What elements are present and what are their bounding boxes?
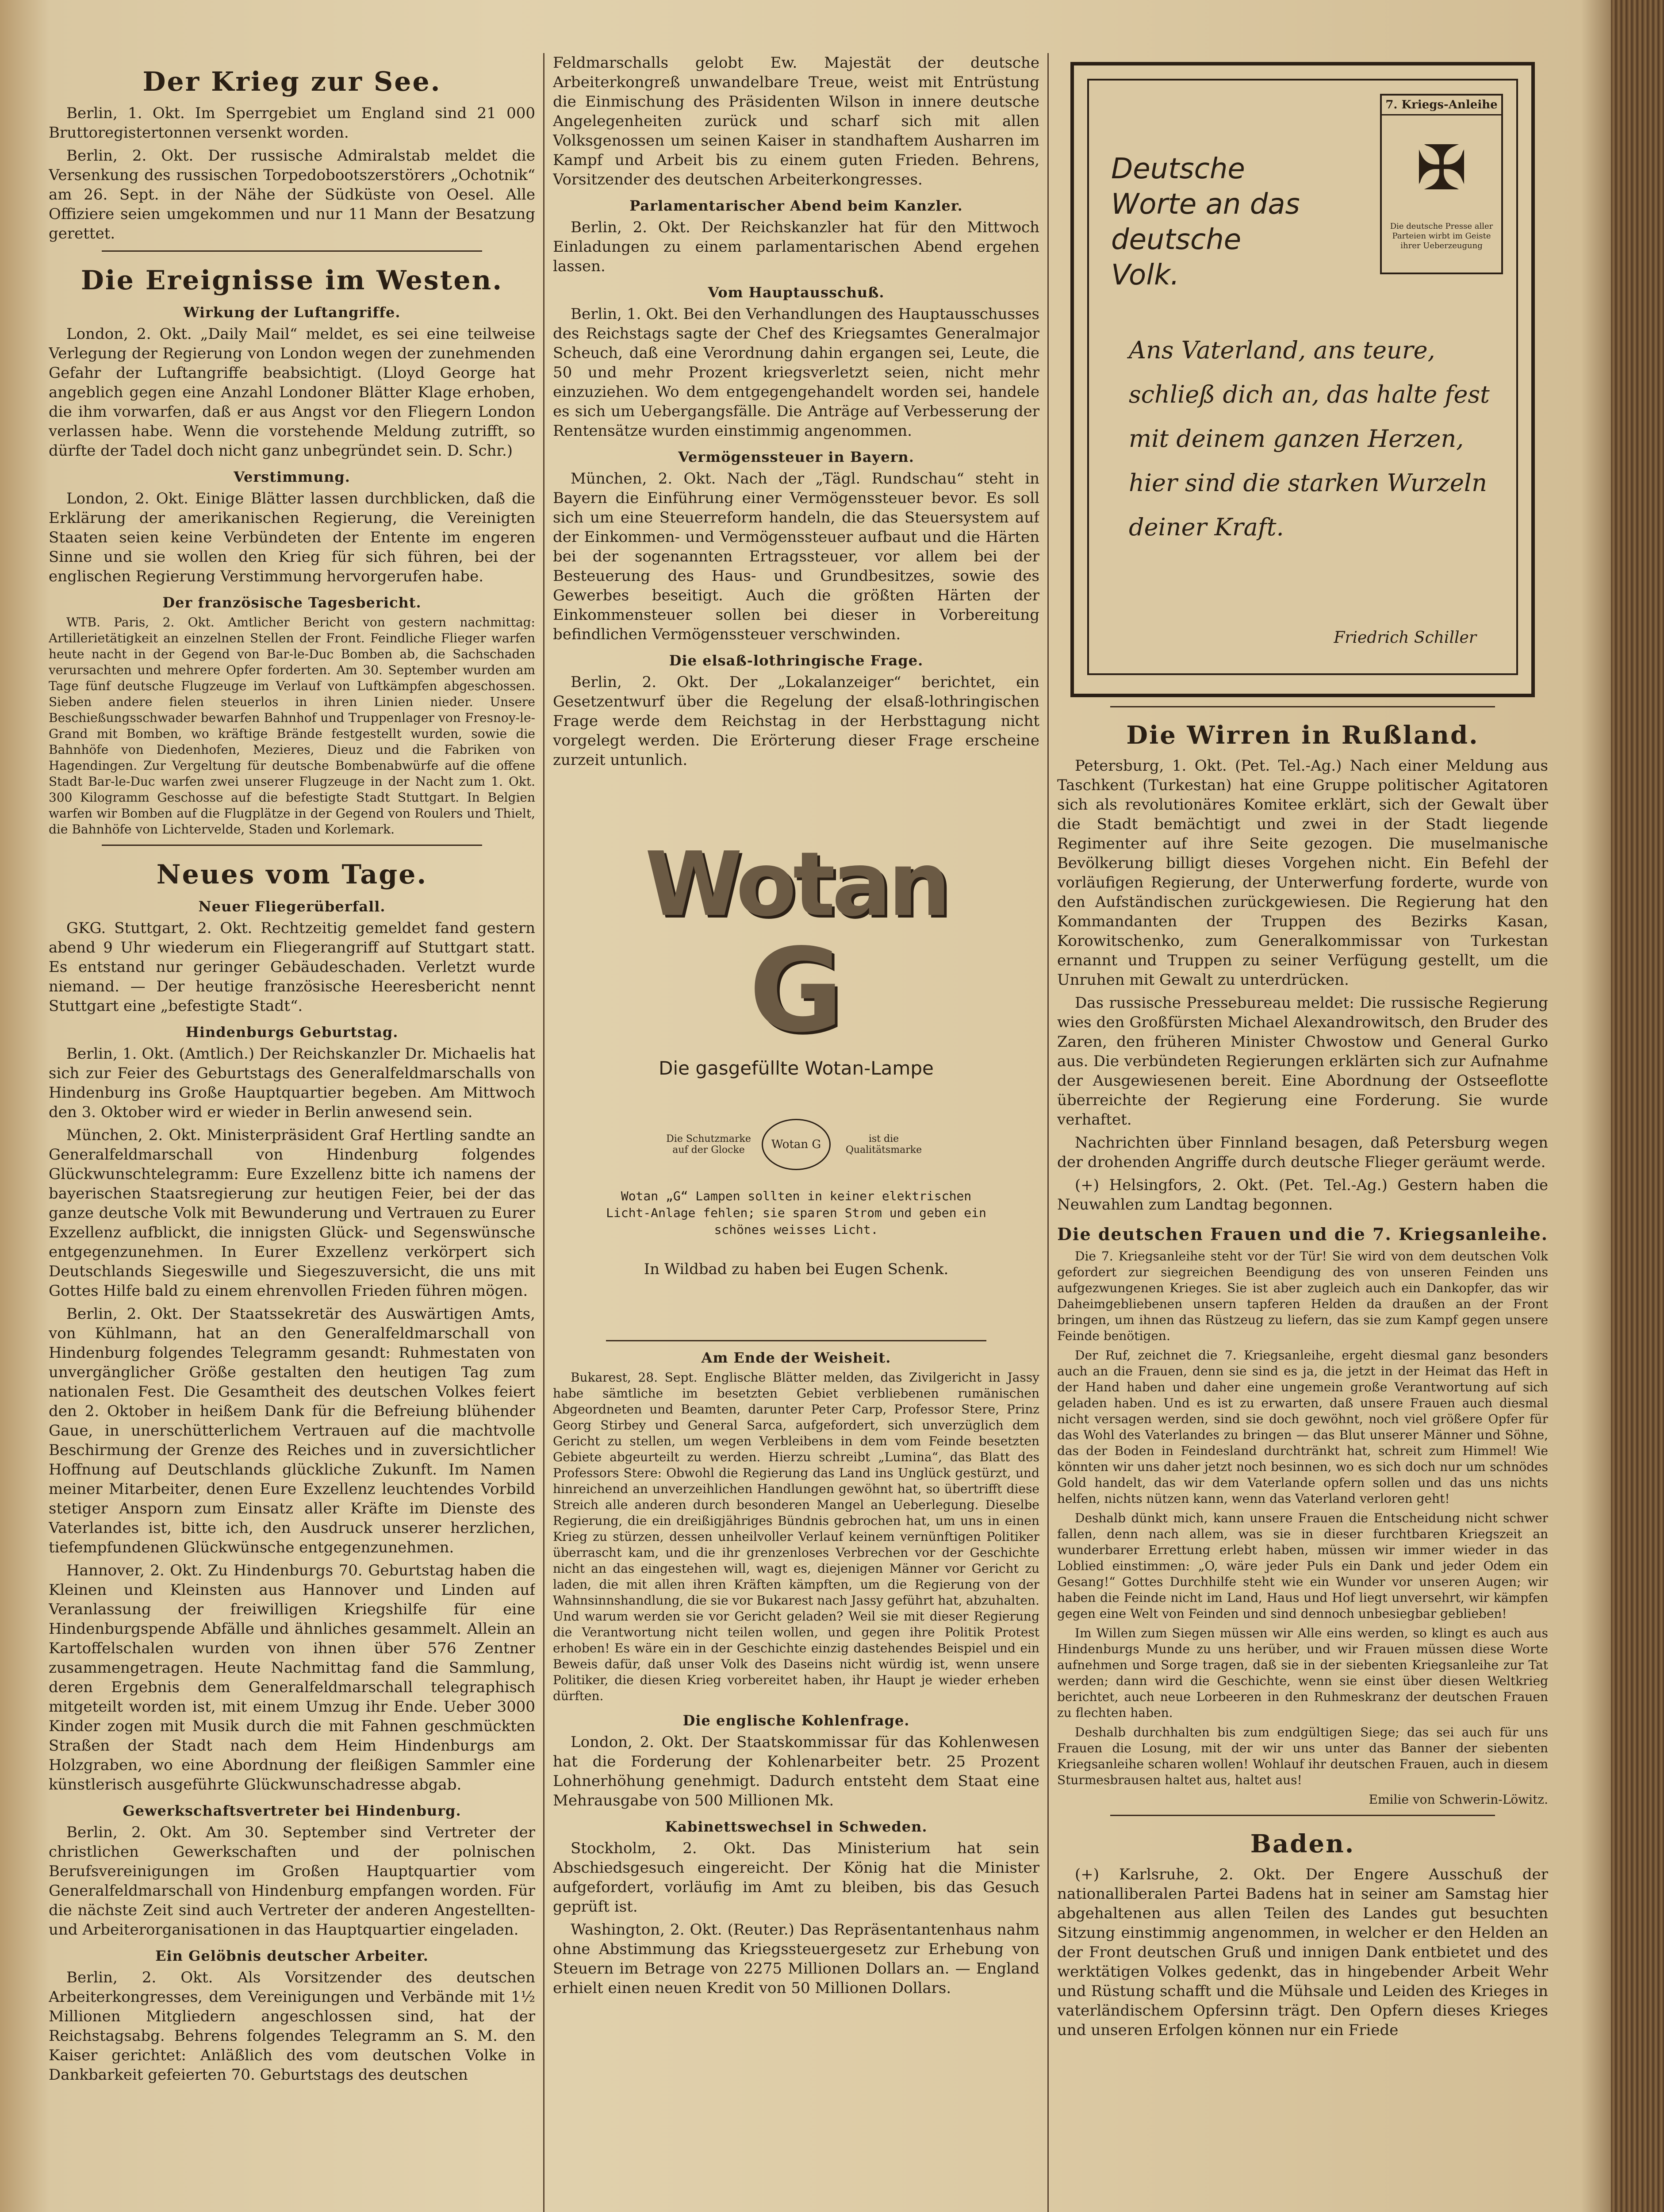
subheading: Die englische Kohlenfrage. <box>682 1712 910 1729</box>
ad-signature: Friedrich Schiller <box>1334 629 1476 647</box>
book-binding-edge <box>1611 0 1664 2212</box>
wotan-g-logo: G <box>749 924 844 1058</box>
subheading: Parlamentarischer Abend beim Kanzler. <box>629 197 963 214</box>
subheading: Der französische Tagesbericht. <box>162 594 422 611</box>
badge-icon: ✠ <box>1415 132 1468 204</box>
article-paragraph: Berlin, 1. Okt. Bei den Verhandlungen des Hauptausschusses des Reichstags sagte der Chef des Kriegsamtes Generalmajor Scheuch, daß eine Verordnung dahin ergangen sei, Leute, die 50 und mehr Prozent kriegsverletzt seien, nicht mehr einzuziehen. Wo dem entgegengehandelt worden sei, handele es sich um Uebergangsfälle. Die Anträge auf Verbesserung der Rentensätze wurden einstimmig angenommen. <box>553 305 1039 440</box>
kriegsanleihe-advertisement <box>1070 62 1535 697</box>
divider <box>1110 706 1495 707</box>
subheading: Ein Gelöbnis deutscher Arbeiter. <box>155 1947 429 1964</box>
ad-frame <box>1087 79 1518 675</box>
article-paragraph: London, 2. Okt. „Daily Mail“ meldet, es sei eine teilweise Verlegung der Regierung von London wegen der zunehmenden Gefahr der Luftangriffe beabsichtigt. (Lloyd George hat angeblich gegen eine Anzahl Londoner Blätter Klage erhoben, die ihm vorwarfen, daß er aus Angst vor den Fliegern London verlassen habe. Wenn die vorstehende Meldung zutrifft, so dürfte der Tadel doch nicht ganz unbegründet sein. D. Schr.) <box>49 325 535 460</box>
trademark-right: ist die Qualitätsmarke <box>845 1133 922 1156</box>
column-rule <box>1047 53 1049 2212</box>
column-rule <box>543 53 544 2212</box>
article-paragraph: Im Willen zum Siegen müssen wir Alle eins werden, so klingt es auch aus Hindenburgs Munde zu uns herüber, und wir Frauen müssen diese Worte aufnehmen und Sorge tragen, daß sie in der siebenten Kriegsanleihe zur Tat werden; dann wird die Geschichte, wenn sie einst über diesen Weltkrieg berichtet, auch neue Lorbeeren in den Ruhmeskranz der deutschen Frauen zu flechten haben. <box>1057 1626 1548 1720</box>
ad-title: Deutsche Worte an das deutsche Volk. <box>1111 153 1300 292</box>
article-paragraph: Deshalb durchhalten bis zum endgültigen Siege; das sei auch für uns Frauen die Losung, mit der wir uns unter das Banner der siebenten Kriegsanleihe scharen wollen! Wohlauf ihr deutschen Frauen, auch in diesem Sturmesbrausen haltet aus, haltet aus! <box>1057 1725 1548 1787</box>
badge-title: 7. Kriegs-Anleihe <box>1382 96 1501 115</box>
headline-westen: Die Ereignisse im Westen. <box>81 265 503 296</box>
subheading: Hindenburgs Geburtstag. <box>185 1024 399 1041</box>
subheading: Am Ende der Weisheit. <box>701 1349 891 1366</box>
subheading: Kabinettswechsel in Schweden. <box>665 1818 928 1835</box>
subheading: Die elsaß-lothringische Frage. <box>669 652 924 669</box>
headline-neues-vom-tage: Neues vom Tage. <box>156 859 428 890</box>
article-paragraph: Petersburg, 1. Okt. (Pet. Tel.-Ag.) Nach einer Meldung aus Taschkent (Turkestan) hat eine Gruppe politischer Agitatoren sich als revolutionäres Komitee erklärt, sich der Gewalt über die Stadt bemächtigt und zwei in der Stadt liegende Regimenter auf ihre Seite gezogen. Die muselmanische Bevölkerung billigt dieses Vorgehen nicht. Ein Befehl der vorläufigen Regierung, der Unterwerfung forderte, wurde von den Aufständischen zurückgewiesen. Die Regierung hat den Kommandanten der Truppen des Bezirks Kasan, Korowitschenko, zum Generalkommissar von Turkestan ernannt und Truppen zu seiner Verfügung gestellt, um die Unruhen mit Gewalt zu unterdrücken. <box>1057 757 1548 989</box>
divider <box>606 1340 986 1341</box>
headline-krieg-zur-see: Der Krieg zur See. <box>142 66 441 97</box>
article-paragraph: Berlin, 1. Okt. Im Sperrgebiet um England sind 21 000 Bruttoregistertonnen versenkt worden. <box>49 104 535 142</box>
article-paragraph: München, 2. Okt. Ministerpräsident Graf Hertling sandte an Generalfeldmarschall von Hindenburg folgendes Glückwunschtelegramm: Eure Exzellenz bitte ich namens der bayerischen Staatsregierung zur heutigen Feier, bei der das ganze deutsche Volk mit Bewunderung und Vertrauen zu Eurer Exzellenz aufblickt, die innigsten Glück- und Segenswünsche entgegenzunehmen. In Eurer Exzellenz verkörpert sich Deutschlands Siegeswille und Siegeszuversicht, die uns mit Gottes Hilfe bald zu einem ehrenvollen Frieden führen mögen. <box>49 1126 535 1300</box>
column-right <box>1057 53 1548 2043</box>
badge-caption: Die deutsche Presse aller Parteien wirbt im Geiste ihrer Ueberzeugung <box>1390 222 1493 250</box>
column-middle <box>553 53 1039 2001</box>
article-paragraph: Nachrichten über Finnland besagen, daß Petersburg wegen der drohenden Angriffe durch deutsche Flieger geräumt werde. <box>1057 1134 1548 1171</box>
article-paragraph: Deshalb dünkt mich, kann unsere Frauen die Entscheidung nicht schwer fallen, denn nach allem, was sie in dieser furchtbaren Kriegszeit an wunderbarer Errettung erlebt haben, müssen wir immer wieder in das Loblied einstimmen: „O, wäre jeder Puls ein Dank und jeder Odem ein Gesang!“ Gottes Durchhilfe steht wie ein Wunder vor unseren Augen; wir haben die Feinde nicht im Land, Haus und Hof liegt unversehrt, wir kämpfen gegen eine Welt von Feinden und sind dennoch unbesiegbar geblieben! <box>1057 1511 1548 1621</box>
ad-subtitle: Die gasgefüllte Wotan-Lampe <box>659 1057 934 1079</box>
wotan-advertisement <box>597 833 995 1278</box>
article-paragraph: Feldmarschalls gelobt Ew. Majestät der deutsche Arbeiterkongreß unwandelbare Treue, weist mit Entrüstung die Einmischung des Präsidenten Wilson in innere deutsche Angelegenheiten zurück und scharf sich mit allen Volksgenossen um seinen Kaiser in standhaftem Ausharren im Kampf und Arbeit bis zu einem guten Frieden. Behrens, Vorsitzender des deutschen Arbeiterkongresses. <box>553 54 1039 188</box>
article-paragraph: Berlin, 2. Okt. Der russische Admiralstab meldet die Versenkung des russischen Torpedobootszerstörers „Ochotnik“ am 26. Sept. in der Nähe der Südküste von Oesel. Alle Offiziere seien umgekommen und nur 11 Mann der Besatzung gerettet. <box>49 147 535 242</box>
headline-frauen: Die deutschen Frauen und die 7. Kriegsanleihe. <box>1057 1224 1548 1244</box>
subheading: Wirkung der Luftangriffe. <box>183 304 401 321</box>
article-paragraph: London, 2. Okt. Einige Blätter lassen durchblicken, daß die Erklärung der amerikanischen Regierung, die Vereinigten Staaten seien keine Verbündeten der Entente im engeren Sinne und sie wollen den Krieg für sich führen, bei der englischen Regierung Verstimmung hervorgerufen habe. <box>49 490 535 585</box>
subheading: Neuer Fliegerüberfall. <box>198 898 386 915</box>
ad-badge <box>1380 94 1503 274</box>
subheading: Vermögenssteuer in Bayern. <box>678 449 914 465</box>
article-paragraph: Stockholm, 2. Okt. Das Ministerium hat sein Abschiedsgesuch eingereicht. Der König hat die Minister aufgefordert, vorläufig im Amt zu bleiben, bis das Gesuch geprüft ist. <box>553 1839 1039 1916</box>
article-paragraph: Hannover, 2. Okt. Zu Hindenburgs 70. Geburtstag haben die Kleinen und Kleinsten aus Hannover und Linden auf Veranlassung der freiwilligen Kriegshilfe für eine Hindenburgspende Abfälle und ähnliches gesammelt. Allein an Kartoffelschalen wurden von ihnen über 576 Zentner zusammengetragen. Heute Nachmittag fand die Sammlung, deren Ergebnis dem Generalfeldmarschall telegraphisch mitgeteilt worden ist, mit einem Umzug ihr Ende. Ueber 3000 Kinder zogen mit Musik durch die mit Fahnen geschmückten Straßen der Stadt nach dem Heim Hindenburgs am Holzgraben, wo eine Abordnung der fleißigen Sammler eine künstlerisch ausgeführte Glückwunschadresse abgab. <box>49 1562 535 1793</box>
article-paragraph: München, 2. Okt. Nach der „Tägl. Rundschau“ steht in Bayern die Einführung einer Vermögenssteuer bevor. Es soll sich um eine Steuerreform handeln, die das Steuersystem auf der Einkommen- und Vermögenssteuer aufbaut und die Härten bei der sogenannten Ertragssteuer, vor allem bei der Besteuerung des Haus- und Grundbesitzes, sowie des Gewerbes beseitigt. Auch die größten Härten der Einkommensteuer sollen bei dieser in Vorbereitung befindlichen Vermögenssteuer verschwinden. <box>553 470 1039 643</box>
article-paragraph: Berlin, 1. Okt. (Amtlich.) Der Reichskanzler Dr. Michaelis hat sich zur Feier des Geburtstags des Generalfeldmarschalls von Hindenburg ins Große Hauptquartier begeben. Am Mittwoch den 3. Oktober wird er wieder in Berlin anwesend sein. <box>49 1045 535 1121</box>
wotan-logo: Wotan <box>645 833 947 936</box>
ad-shop: In Wildbad zu haben bei Eugen Schenk. <box>644 1260 949 1278</box>
subheading: Vom Hauptausschuß. <box>708 284 885 301</box>
article-paragraph: Berlin, 2. Okt. Der „Lokalanzeiger“ berichtet, ein Gesetzentwurf über die Regelung der elsaß-lothringischen Frage werde dem Reichstag in der Herbsttagung nicht vorgelegt werden. Die Erörterung dieser Frage erscheine zurzeit untunlich. <box>553 673 1039 769</box>
article-paragraph: Berlin, 2. Okt. Als Vorsitzender des deutschen Arbeiterkongresses, dem Vereinigungen und Verbände mit 1½ Millionen Mitgliedern angeschlossen sind, hat der Reichstagsabg. Behrens folgendes Telegramm an S. M. den Kaiser gerichtet: Anläßlich des vom deutschen Volke in Dankbarkeit gefeierten 70. Geburtstags des deutschen <box>49 1969 535 2084</box>
article-paragraph: (+) Karlsruhe, 2. Okt. Der Engere Ausschuß der nationalliberalen Partei Badens hat in seiner am Samstag hier abgehaltenen aus allen Teilen des Landes gut besuchten Sitzung einstimmig angenommen, in welcher er den Helden an der Front deutschen Gruß und innigen Dank entbietet und des werktätigen Volkes gedenkt, das in hingebender Arbeit Wehr und Rüstung schafft und die Mühsale und Leiden des Krieges in vaterländischem Opfersinn trägt. Den Opfern dieses Krieges und unseren Erfolgen können nur ein Friede <box>1057 1866 1548 2039</box>
article-paragraph: Die 7. Kriegsanleihe steht vor der Tür! Sie wird von dem deutschen Volk gefordert zur siegreichen Beendigung des von unseren Feinden uns aufgezwungenen Krieges. Sie ist aber zugleich auch ein Dankopfer, das wir Daheimgebliebenen unsern tapferen Helden da draußen an der Front bringen, um ihnen das Rüstzeug zu liefern, das sie zum Kampf gegen unsere Feinde benötigen. <box>1057 1249 1548 1343</box>
ad-handwriting: Ans Vaterland, ans teure, schließ dich an, das halte fest mit deinem ganzen Herzen, hier sind die starken Wurzeln deiner Kraft. <box>1129 336 1490 541</box>
column-left <box>49 53 535 2088</box>
article-paragraph: London, 2. Okt. Der Staatskommissar für das Kohlenwesen hat die Forderung der Kohlenarbeiter betr. 25 Prozent Lohnerhöhung genehmigt. Dadurch entsteht dem Staat eine Mehrausgabe von 500 Millionen Mk. <box>553 1733 1039 1809</box>
article-paragraph: Berlin, 2. Okt. Der Reichskanzler hat für den Mittwoch Einladungen zu einem parlamentarischen Abend ergehen lassen. <box>553 219 1039 275</box>
article-paragraph: Der Ruf, zeichnet die 7. Kriegsanleihe, ergeht diesmal ganz besonders auch an die Frauen, denn sie sind es ja, die jetzt in der Heimat das Heft in der Hand haben und daher eine ungemein große Verantwortung auf sich geladen haben. Und es ist zu erwarten, daß unsere Frauen auch diesmal nicht versagen werden, sind sie doch gewöhnt, noch viel größere Opfer für das Wohl des Vaterlandes zu bringen — das Blut unserer Männer und Söhne, das der Boden in Feindesland durchtränkt hat, schreit zum Himmel! Wie könnten wir uns daher jetzt noch besinnen, wo es sich doch nur um schnödes Gold handelt, das wir dem Vaterlande opfern sollen und das uns nichts helfen, nichts nützen kann, wenn das Vaterland verloren geht! <box>1057 1348 1548 1506</box>
article-paragraph: WTB. Paris, 2. Okt. Amtlicher Bericht von gestern nachmittag: Artillerietätigkeit an einzelnen Stellen der Front. Feindliche Flieger warfen heute nacht in der Gegend von Bar-le-Duc Bomben ab, die Sachschaden verursachten und mehrere Opfer forderten. Am 30. September wurden am Tage fünf deutsche Flugzeuge im Verlauf von Luftkämpfen abgeschossen. Sieben andere fielen steuerlos in ihren Linien nieder. Unsere Beschießungsschwader bewarfen Bahnhof und Truppenlager von Fresnoy-le-Grand mit Bomben, wo kräftige Brände festgestellt wurden, sowie die Bahnhöfe von Diedenhofen, Mezieres, Dieuz und die Fabriken von Hagendingen. Zur Vergeltung für deutsche Bombenabwürfe auf die offene Stadt Bar-le-Duc warfen zwei unserer Flugzeuge in der Nacht zum 1. Okt. 300 Kilogramm Geschosse auf die befestigte Stadt Stuttgart. In Belgien warfen wir Bomben auf die Flugplätze in der Gegend von Roulers und Thielt, die Bahnhöfe von Lichtervelde, Staden und Korlemark. <box>49 615 535 837</box>
headline-russland: Die Wirren in Rußland. <box>1126 721 1479 750</box>
divider <box>102 845 482 846</box>
ad-note: Wotan „G“ Lampen sollten in keiner elektrischen Licht-Anlage fehlen; sie sparen Strom und geben ein schönes weisses Licht. <box>606 1189 986 1237</box>
article-paragraph: Berlin, 2. Okt. Am 30. September sind Vertreter der christlichen Gewerkschaften und der polnischen Berufsvereinigungen im Großen Hauptquartier vom Generalfeldmarschall von Hindenburg empfangen worden. Für die nächste Zeit sind auch Vertreter der anderen Angestellten- und Arbeiterorganisationen in das Hauptquartier eingeladen. <box>49 1824 535 1939</box>
article-paragraph: Berlin, 2. Okt. Der Staatssekretär des Auswärtigen Amts, von Kühlmann, hat an den Generalfeldmarschall von Hindenburg folgendes Telegramm gesandt: Ruhmestaten von unvergänglicher Größe gestalten den heutigen Tag zum nationalen Fest. Die Gesamtheit des deutschen Volkes feiert den 2. Oktober in heißem Dank für die Befreiung blühender Gaue, in unerschütterlichem Vertrauen auf die machtvolle Beschirmung der Grenze des Reiches und in zuversichtlicher Hoffnung auf Deutschlands glückliche Zukunft. Im Namen meiner Mitarbeiter, denen Eure Exzellenz leuchtendes Vorbild stetiger Ansporn zum Einsatz aller Kräfte im Dienste des Vaterlandes ist, bitte ich, den Ausdruck unserer herzlichen, tiefempfundenen Glückwünsche entgegenzunehmen. <box>49 1305 535 1556</box>
trademark-oval: Wotan G <box>762 1119 831 1170</box>
article-paragraph: (+) Helsingfors, 2. Okt. (Pet. Tel.-Ag.) Gestern haben die Neuwahlen zum Landtag begonnen. <box>1057 1176 1548 1214</box>
article-paragraph: Washington, 2. Okt. (Reuter.) Das Repräsentantenhaus nahm ohne Abstimmung das Kriegssteuergesetz zur Erhebung von Steuern im Betrage von 2275 Millionen Dollars an. — England erhielt einen neuen Kredit von 50 Millionen Dollars. <box>553 1921 1039 1997</box>
trademark-row <box>597 1119 995 1170</box>
subheading: Verstimmung. <box>234 469 350 485</box>
divider <box>102 250 482 252</box>
article-paragraph: GKG. Stuttgart, 2. Okt. Rechtzeitig gemeldet fand gestern abend 9 Uhr wiederum ein Fliegerangriff auf Stuttgart statt. Es entstand nur geringer Gebäudeschaden. Verletzt wurde niemand. — Der heutige französische Heeresbericht nennt Stuttgart eine „befestigte Stadt“. <box>49 919 535 1015</box>
article-paragraph: Bukarest, 28. Sept. Englische Blätter melden, das Zivilgericht in Jassy habe sämtliche im besetzten Gebiet verbliebenen rumänischen Abgeordneten und Beamten, darunter Peter Carp, Professor Stere, Prinz Georg Stirbey und General Sarca, aufgefordert, sich unverzüglich dem Gericht zu stellen, um wegen Verbleibens in dem vom Feinde besetzten Gebiete abgeurteilt zu werden. Hierzu schreibt „Lumina“, das Blatt des Professors Stere: Obwohl die Regierung das Land ins Unglück gestürzt, und hinreichend an unverzeihlichen Handlungen gewöhnt hat, so übertrifft diese Streich alle anderen durch besonderen Mangel an Ueberlegung. Dieselbe Regierung, die ein dreißigjähriges Bündnis gebrochen hat, um uns in einen Krieg zu stürzen, dessen unheilvoller Verlauf keinem vernünftigen Politiker überrascht kam, und die ihr grenzenloses Verbrechen vor der Geschichte nicht an das eingestehen will, wagt es, diejenigen Männer vor Gericht zu laden, die mit allen ihren Kräften kämpften, um die Regierung von der Wahnsinnshandlung, die sie vor Bukarest nach Jassy geführt hat, abzuhalten. Und warum werden sie vor Gericht geladen? Weil sie mit dieser Regierung die Verantwortung nicht teilen wollen, und gegen ihre Politik Protest erhoben! Es wäre ein in der Geschichte einzig dastehendes Beispiel und ein Beweis dafür, daß unser Volk des Daseins nicht würdig ist, wenn unsere Politiker, die diesen Krieg vorbereitet haben, ihr Haupt je wieder erheben dürften. <box>553 1370 1039 1703</box>
article-signature: Emilie von Schwerin-Löwitz. <box>1369 1792 1548 1807</box>
trademark-left: Die Schutzmarke auf der Glocke <box>666 1133 751 1156</box>
divider <box>1110 1815 1495 1816</box>
headline-baden: Baden. <box>1250 1829 1355 1859</box>
article-paragraph: Das russische Pressebureau meldet: Die russische Regierung wies den Großfürsten Michael Alexandrowitsch, den Bruder des Zaren, den früheren Minister Chwostow und General Gurko aus. Die verbündeten Regierungen erklärten sich zur Aufnahme der Ausgewiesenen bereit. Eine Abordnung der Ostseeflotte überreichte der Regierung eine Forderung. Sie wurde verhaftet. <box>1057 994 1548 1129</box>
subheading: Gewerkschaftsvertreter bei Hindenburg. <box>123 1802 461 1819</box>
